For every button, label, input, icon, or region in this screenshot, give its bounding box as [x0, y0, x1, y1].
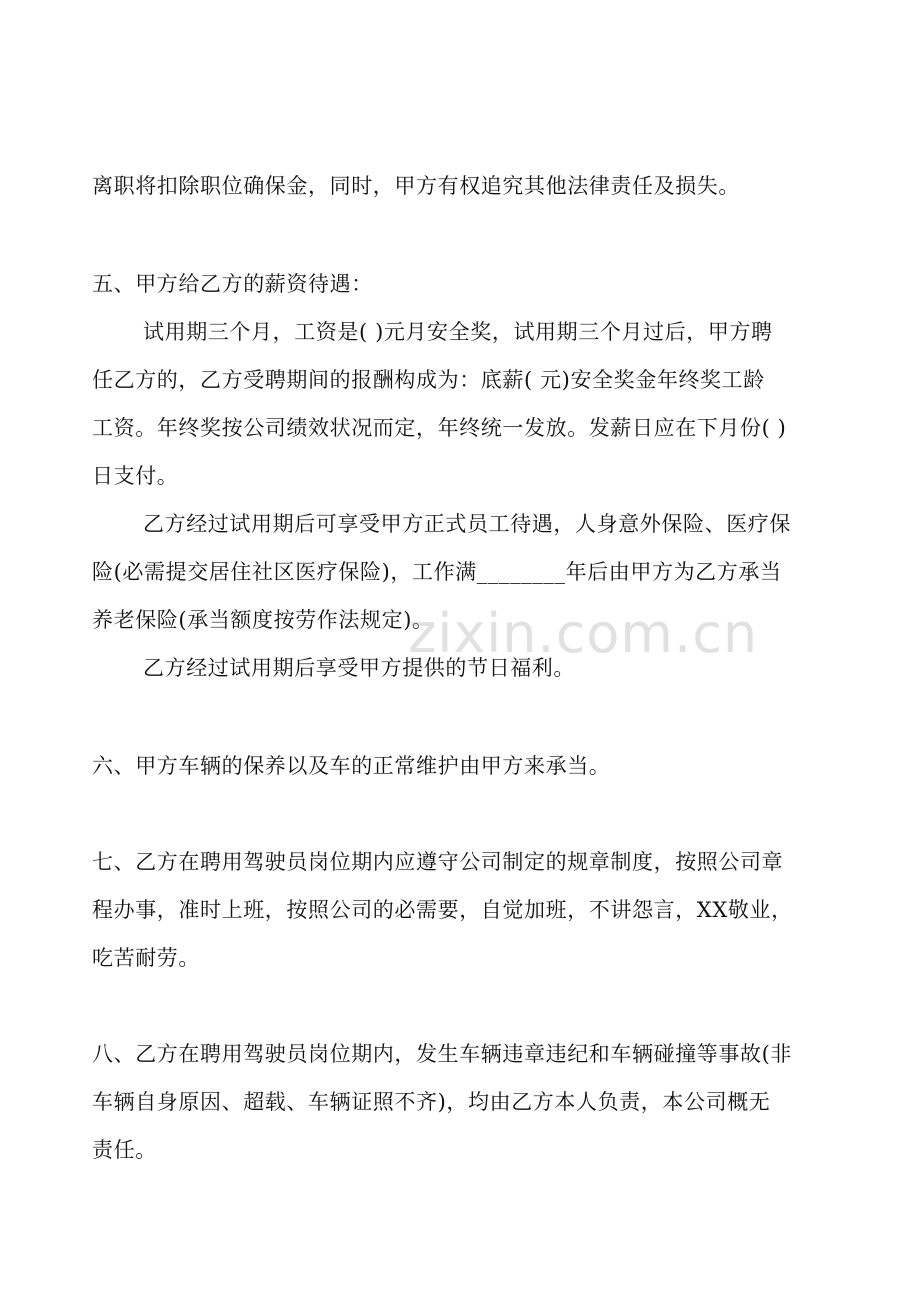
paragraph-line: 吃苦耐劳。 — [92, 946, 200, 970]
paragraph-line: 任乙方的，乙方受聘期间的报酬构成为：底薪( 元)安全奖金年终奖工龄 — [92, 368, 765, 392]
section-heading-five: 五、甲方给乙方的薪资待遇： — [92, 272, 373, 296]
paragraph-line: 险(必需提交居住社区医疗保险)，工作满________年后由甲方为乙方承当 — [92, 560, 782, 584]
section-heading-seven: 七、乙方在聘用驾驶员岗位期内应遵守公司制定的规章制度，按照公司章 — [92, 850, 784, 874]
paragraph-line: 离职将扣除职位确保金，同时，甲方有权追究其他法律责任及损失。 — [92, 174, 740, 198]
paragraph-line: 乙方经过试用期后可享受甲方正式员工待遇，人身意外保险、医疗保 — [143, 512, 791, 536]
paragraph-line: 工资。年终奖按公司绩效状况而定，年终统一发放。发薪日应在下月份( ) — [92, 416, 787, 440]
paragraph-line: 程办事，准时上班，按照公司的必需要，自觉加班，不讲怨言，XX敬业， — [92, 898, 793, 922]
paragraph-line: 试用期三个月，工资是( )元月安全奖，试用期三个月过后，甲方聘 — [143, 320, 773, 344]
section-heading-eight: 八、乙方在聘用驾驶员岗位期内，发生车辆违章违纪和车辆碰撞等事故(非 — [92, 1042, 792, 1066]
watermark: zixin.com.cn — [408, 602, 759, 665]
paragraph-line: 责任。 — [92, 1138, 157, 1162]
paragraph-line: 养老保险(承当额度按劳作法规定)。 — [92, 608, 434, 632]
paragraph-line: 日支付。 — [92, 464, 179, 488]
paragraph-line: 车辆自身原因、超载、车辆证照不齐)，均由乙方本人负责，本公司概无 — [92, 1090, 771, 1114]
section-heading-six: 六、甲方车辆的保养以及车的正常维护由甲方来承当。 — [92, 754, 611, 778]
paragraph-line: 乙方经过试用期后享受甲方提供的节日福利。 — [143, 656, 575, 680]
